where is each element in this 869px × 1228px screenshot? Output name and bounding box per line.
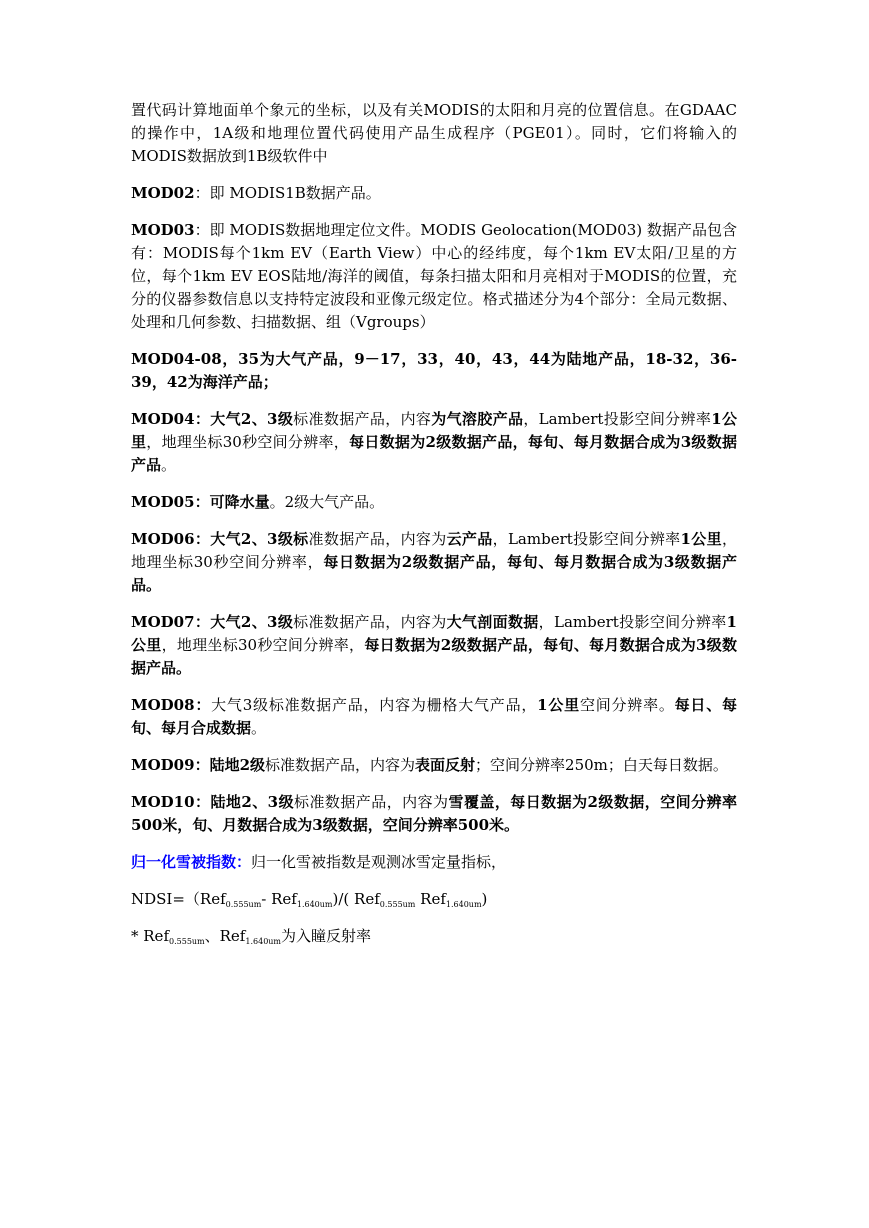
mod08-res-text: 空间分辨率。 (579, 696, 675, 714)
note-sub-2: 1.640um (245, 937, 282, 946)
paragraph-mod04 (131, 408, 737, 477)
mod06-content: 云产品 (446, 530, 493, 548)
formula-part-4: Ref (415, 890, 446, 908)
paragraph-mod09 (131, 754, 737, 777)
paragraph-mod08 (131, 694, 737, 740)
paragraph-mod10 (131, 791, 737, 837)
mod07-geo: ，地理坐标30秒空间分辨率， (161, 636, 365, 654)
paragraph-mod03 (131, 219, 737, 334)
mod04-level: ：大气2、3级 (194, 410, 294, 428)
mod10-label: MOD10 (131, 793, 195, 811)
mod07-composite: 每日数据为2级数据产品，每旬、每月数据合成为3级数据产品。 (131, 636, 737, 677)
note-part-1: * Ref (131, 927, 169, 945)
mod08-label: MOD08 (131, 696, 195, 714)
mod06-geo: ，地理坐标30秒空间分辨率， (131, 530, 737, 571)
mod05-content: ：可降水量 (194, 493, 270, 511)
mod02-text: 即 MODIS1B数据产品。 (209, 184, 381, 202)
mod10-desc: 标准数据产品，内容为 (294, 793, 449, 811)
mod08-desc: 大气3级标准数据产品，内容为栅格大气产品， (211, 696, 538, 714)
mod09-res: ；空间分辨率250m；白天每日数据。 (475, 756, 728, 774)
formula-sub-3: 0.555um (379, 900, 416, 909)
document-page (131, 99, 737, 962)
mod08-resolution: 1公里 (537, 696, 580, 714)
mod07-desc: 标准数据产品，内容为 (293, 613, 447, 631)
mod06-composite: 每日数据为2级数据产品，每旬、每月数据合成为3级数据产品。 (131, 553, 737, 594)
paragraph-note (131, 925, 737, 948)
mod06-level: ：大气2、3级标 (194, 530, 309, 548)
mod09-label: MOD09 (131, 756, 195, 774)
mod09-desc: 标准数据产品，内容为 (265, 756, 416, 774)
paragraph-mod05 (131, 491, 737, 514)
mod07-level: ：大气2、3级 (194, 613, 294, 631)
mod10-content: 雪覆盖，每日数据为2级数据，空间分辨率500米，旬、月数据合成为3级数据，空间分辨率500米。 (131, 793, 737, 834)
formula-part-3: )/( Ref (332, 890, 380, 908)
ndsi-label: 归一化雪被指数： (131, 853, 252, 871)
formula-sub-1: 0.555um (225, 900, 262, 909)
mod09-level: ：陆地2级 (194, 756, 265, 774)
mod08-end: 。 (251, 719, 267, 737)
mod04-content: 为气溶胶产品 (431, 410, 524, 428)
formula-part-5: ) (481, 890, 488, 908)
mod06-projection: ，Lambert投影空间分辨率 (492, 530, 681, 548)
summary-text: MOD04-08，35为大气产品，9－17，33，40，43，44为陆地产品，18-32，36-39，42为海洋产品； (131, 350, 737, 391)
mod06-label: MOD06 (131, 530, 195, 548)
mod08-composite: 每日、每旬、每月合成数据 (131, 696, 737, 737)
paragraph-formula (131, 888, 737, 911)
mod02-label: MOD02 (131, 184, 195, 202)
mod04-label: MOD04 (131, 410, 195, 428)
mod07-label: MOD07 (131, 613, 195, 631)
mod04-end: 。 (161, 456, 177, 474)
intro-text: 置代码计算地面单个象元的坐标，以及有关MODIS的太阳和月亮的位置信息。在GDAAC的操作中，1A级和地理位置代码使用产品生成程序（PGE01）。同时，它们将输入的MODIS数据放到1B级软件中 (131, 101, 737, 165)
mod06-desc: 准数据产品，内容为 (308, 530, 447, 548)
mod07-resolution: 1公里 (131, 613, 737, 654)
mod02-colon: ： (194, 184, 210, 202)
paragraph-ndsi (131, 851, 737, 874)
formula-sub-4: 1.640um (445, 900, 482, 909)
paragraph-intro (131, 99, 737, 168)
mod06-resolution: 1公里 (680, 530, 722, 548)
mod04-composite: 每日数据为2级数据产品，每旬、每月数据合成为3级数据产品 (131, 433, 737, 474)
mod04-desc: 标准数据产品，内容 (293, 410, 432, 428)
mod03-label: MOD03 (131, 221, 195, 239)
formula-part-1: NDSI=（Ref (131, 890, 226, 908)
note-part-2: 、Ref (204, 927, 246, 945)
mod03-colon: ： (194, 221, 210, 239)
paragraph-mod07 (131, 611, 737, 680)
paragraph-mod06 (131, 528, 737, 597)
ndsi-text: 归一化雪被指数是观测冰雪定量指标， (251, 853, 507, 871)
mod03-text: 即 MODIS数据地理定位文件。MODIS Geolocation(MOD03) 数据产品包含有：MODIS每个1km EV（Earth View）中心的经纬度，每个1km EV太阳/卫星的方位，每个1km EV EOS陆地/海洋的阈值，每条扫描太阳和月亮相对于MODIS的位置，充分的仪器参数信息以支持特定波段和亚像元级定位。格式描述分为4个部分：全局元数据、处理和几何参数、扫描数据、组（Vgroups） (131, 221, 737, 331)
mod04-geo: ，地理坐标30秒空间分辨率， (146, 433, 350, 451)
formula-part-2: - Ref (261, 890, 297, 908)
mod10-level: ：陆地2、3级 (194, 793, 295, 811)
paragraph-product-summary (131, 348, 737, 394)
paragraph-mod02 (131, 182, 737, 205)
mod05-desc: 。2级大气产品。 (269, 493, 385, 511)
note-part-3: 为入瞳反射率 (281, 927, 372, 945)
mod09-content: 表面反射 (415, 756, 476, 774)
mod05-label: MOD05 (131, 493, 195, 511)
mod04-projection: ，Lambert投影空间分辨率 (523, 410, 712, 428)
mod07-projection: ，Lambert投影空间分辨率 (538, 613, 727, 631)
mod08-colon: ： (194, 696, 212, 714)
mod04-resolution: 1公里 (131, 410, 737, 451)
mod07-content: 大气剖面数据 (446, 613, 539, 631)
formula-sub-2: 1.640um (296, 900, 333, 909)
note-sub-1: 0.555um (169, 937, 205, 946)
